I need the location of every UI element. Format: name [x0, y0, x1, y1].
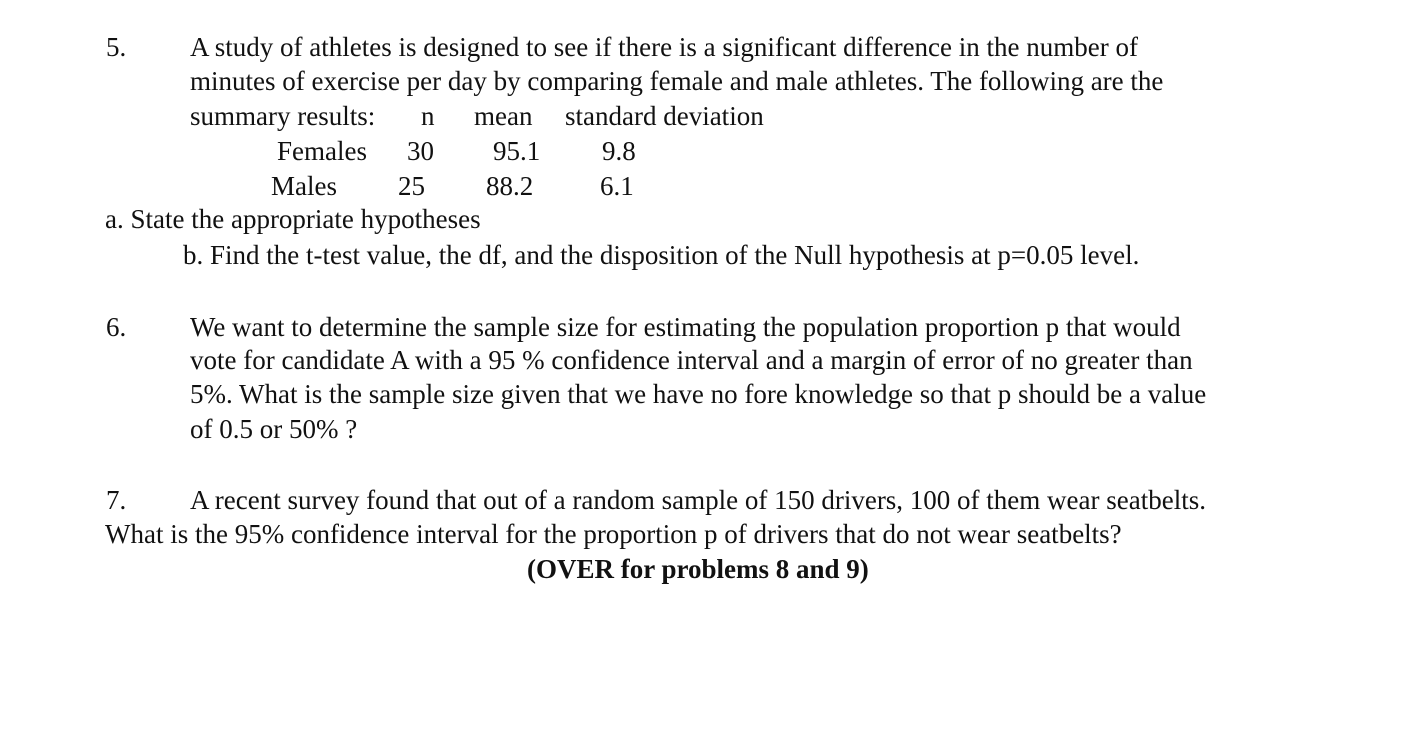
row-females-n: 30 — [407, 136, 434, 166]
problem-6-line-1: We want to determine the sample size for estimating the population proportion p that would — [190, 312, 1181, 342]
table-header-sd: standard deviation — [565, 101, 764, 131]
row-males-label: Males — [271, 171, 337, 201]
over-note: (OVER for problems 8 and 9) — [527, 554, 869, 584]
problem-5-part-b: b. Find the t-test value, the df, and the disposition of the Null hypothesis at p=0.05 level. — [183, 240, 1140, 270]
problem-6-line-4: of 0.5 or 50% ? — [190, 414, 358, 444]
problem-6-line-3: 5%. What is the sample size given that we have no fore knowledge so that p should be a value — [190, 379, 1207, 409]
row-males-mean: 88.2 — [486, 171, 534, 201]
summary-label: summary results: — [190, 101, 376, 131]
problem-7-line-2: What is the 95% confidence interval for the proportion p of drivers that do not wear seatbelts? — [105, 519, 1122, 549]
problem-7-line-1: A recent survey found that out of a random sample of 150 drivers, 100 of them wear seatbelts. — [190, 485, 1206, 515]
table-header-n: n — [421, 101, 435, 131]
row-females-sd: 9.8 — [602, 136, 636, 166]
problem-5-part-a: a. State the appropriate hypotheses — [105, 204, 481, 234]
problem-5-number: 5. — [106, 32, 127, 62]
table-header-mean: mean — [474, 101, 533, 131]
problem-6-line-2: vote for candidate A with a 95 % confidence interval and a margin of error of no greater than — [190, 345, 1193, 375]
problem-7-number: 7. — [106, 485, 127, 515]
row-females-label: Females — [277, 136, 367, 166]
problem-5-line-2: minutes of exercise per day by comparing female and male athletes. The following are the — [190, 66, 1164, 96]
problem-6-number: 6. — [106, 312, 127, 342]
row-males-sd: 6.1 — [600, 171, 634, 201]
problem-5-line-1: A study of athletes is designed to see if there is a significant difference in the number of — [190, 32, 1138, 62]
row-males-n: 25 — [398, 171, 425, 201]
row-females-mean: 95.1 — [493, 136, 541, 166]
